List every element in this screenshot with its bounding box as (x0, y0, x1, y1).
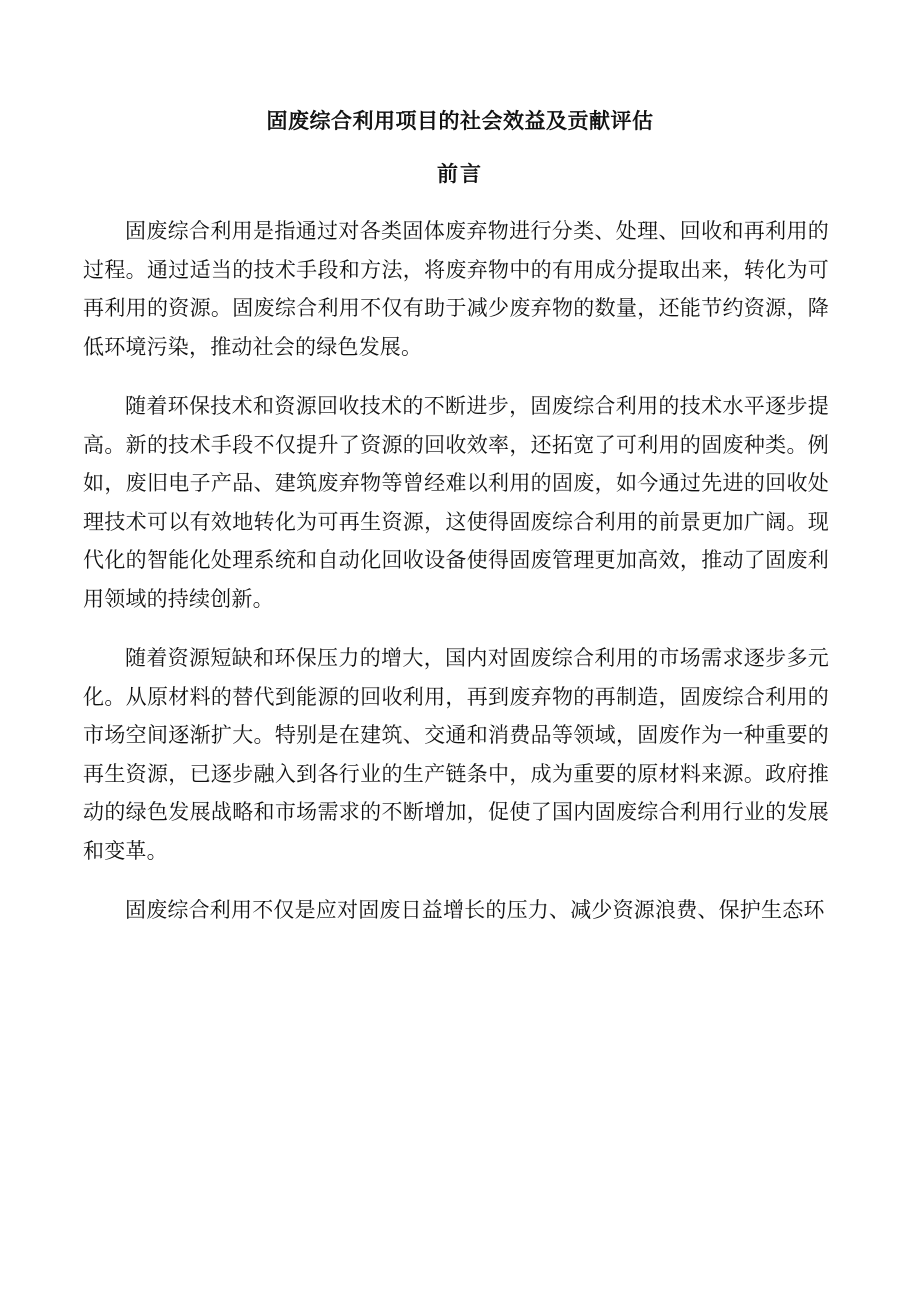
paragraph-4: 固废综合利用不仅是应对固废日益增长的压力、减少资源浪费、保护生态环 (125, 898, 825, 922)
document-body (83, 212, 829, 951)
paragraph-3: 随着资源短缺和环保压力的增大，国内对固废综合利用的市场需求逐步多元化。从原材料的替代到能源的回收利用，再到废弃物的再制造，固废综合利用的市场空间逐渐扩大。特别是在建筑、交通和消费品等领域，固废作为一种重要的再生资源，已逐步融入到各行业的生产链条中，成为重要的原材料来源。政府推动的绿色发展战略和市场需求的不断增加，促使了国内固废综合利用行业的发展和变革。 (83, 646, 829, 863)
paragraph-2: 随着环保技术和资源回收技术的不断进步，固废综合利用的技术水平逐步提高。新的技术手段不仅提升了资源的回收效率，还拓宽了可利用的固废种类。例如，废旧电子产品、建筑废弃物等曾经难以利用的固废，如今通过先进的回收处理技术可以有效地转化为可再生资源，这使得固废综合利用的前景更加广阔。现代化的智能化处理系统和自动化回收设备使得固废管理更加高效，推动了固废利用领域的持续创新。 (83, 394, 829, 611)
paragraph-1: 固废综合利用是指通过对各类固体废弃物进行分类、处理、回收和再利用的过程。通过适当的技术手段和方法，将废弃物中的有用成分提取出来，转化为可再利用的资源。固废综合利用不仅有助于减少废弃物的数量，还能节约资源，降低环境污染，推动社会的绿色发展。 (83, 219, 829, 359)
document-title: 固废综合利用项目的社会效益及贡献评估 (266, 108, 654, 133)
section-heading: 前言 (437, 161, 483, 186)
